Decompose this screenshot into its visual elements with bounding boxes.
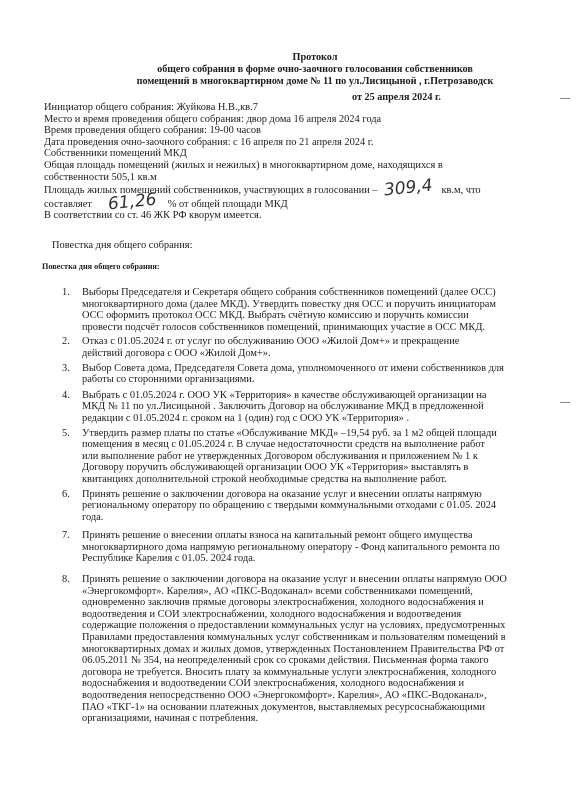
item-line: водоотведения непосредственно ООО «Энергокомфорт». Карелия», АО «ПКС-Водоканал», bbox=[82, 690, 487, 701]
time-line: Время проведения общего собрания: 19-00 часов bbox=[44, 125, 261, 137]
item-number: 2. bbox=[62, 336, 70, 348]
owners-line: Собственники помещений МКД bbox=[44, 148, 187, 160]
agenda-item bbox=[62, 336, 550, 359]
agenda-list bbox=[62, 287, 550, 725]
dates-line: Дата проведения очно-заочного собрания: с 16 апреля по 21 апреля 2024 г. bbox=[44, 136, 374, 148]
item-line: Выборы Председателя и Секретаря общего собрания собственников помещений (далее ОСС) bbox=[82, 287, 496, 298]
item-line: действий договора с ООО «Жилой Дом+». bbox=[82, 347, 271, 359]
item-line: Правилами предоставления коммунальных услуг собственникам и пользователям помещений в bbox=[82, 632, 506, 644]
item-number: 6. bbox=[62, 488, 70, 500]
item-line: организациями, начиная с потребления. bbox=[82, 713, 259, 725]
item-line: работы со сторонними организациями. bbox=[82, 374, 255, 386]
item-line: редакции с 01.05.2024 г. сроком на 1 (один) год с ООО УК «Территория» . bbox=[82, 412, 410, 424]
protocol-date: от 25 апреля 2024 г. bbox=[352, 92, 441, 103]
agenda-item bbox=[62, 489, 550, 524]
voting-area-unit: кв.м, что bbox=[441, 185, 481, 197]
item-line: одновременно заключив прямые договоры электроснабжения, холодного водоснабжения и bbox=[82, 597, 484, 609]
item-line: квитанциях дополнительной строкой необходимые средства на выполнение работ. bbox=[82, 473, 447, 485]
item-line: Договору поручить обслуживающей организации ООО УК «Территория» выставлять в bbox=[82, 462, 469, 474]
item-line: договора не требуется. Вносить плату за коммунальные услуги электроснабжения, холодного bbox=[82, 666, 497, 678]
item-number: 7. bbox=[62, 530, 70, 542]
scan-mark bbox=[560, 98, 570, 99]
item-line: водоотведения и СОИ электроснабжении, холодного водоснабжения и водоотведения bbox=[82, 608, 462, 620]
item-line: провести подсчёт голосов собственников помещений, принимающих участие в ОСС МКД. bbox=[82, 321, 486, 333]
item-line: Принять решение о заключении договора на оказание услуг и внесении оплаты напрямую ООО bbox=[82, 574, 507, 586]
item-number: 4. bbox=[62, 389, 70, 401]
total-area-line-1: Общая площадь помещений (жилых и нежилых) в многоквартирном доме, находящихся в bbox=[44, 159, 443, 171]
agenda-item bbox=[62, 287, 550, 333]
item-line: ОСС оформить протокол ОСС МКД. Выбрать счётную комиссию и поручить комиссии bbox=[82, 310, 469, 322]
agenda-item bbox=[62, 574, 550, 725]
percent-text: составляет bbox=[44, 198, 92, 210]
item-line: многоквартирных домах и жилых домов, утвержденных Постановлением Правительства РФ от bbox=[82, 643, 505, 655]
item-number: 3. bbox=[62, 362, 70, 374]
item-line: Выбор Совета дома, Председателя Совета дома, уполномоченного от имени собственников для bbox=[82, 362, 504, 374]
item-line: содержащие положения о предоставлении коммунальных услуг на условиях, предусмотренных bbox=[82, 620, 506, 632]
title-line-3: помещений в многоквартирном доме № 11 по ул.Лисицыной , г.Петрозаводск bbox=[136, 76, 494, 87]
item-line: региональному оператору по обращению с твердыми коммунальными отходами с 01.05. 2024 bbox=[82, 500, 497, 512]
item-line: ПАО «ТКГ-1» на основании платежных документов, выставляемых ресурсоснабжающими bbox=[82, 701, 485, 713]
agenda-item bbox=[62, 363, 550, 386]
item-line: Республике Карелия с 01.05. 2024 года. bbox=[82, 553, 256, 565]
agenda-item bbox=[62, 530, 550, 565]
item-number: 1. bbox=[62, 287, 70, 298]
handwritten-voting-area: 309,4 bbox=[383, 175, 434, 201]
item-line: Отказ с 01.05.2024 г. от услуг по обслуживанию ООО «Жилой Дом+» и прекращение bbox=[82, 336, 460, 348]
item-line: или выполнение работ не утвержденных Договором обслуживания и приложением № 1 к bbox=[82, 450, 478, 462]
item-line: водоснабжения и водоотведении СОИ электроснабжения, холодного водоснабжения и bbox=[82, 678, 465, 690]
item-line: многоквартирного дома (далее МКД). Утвердить повестку дня ОСС и поручить инициаторам bbox=[82, 298, 496, 310]
item-number: 5. bbox=[62, 427, 70, 439]
item-line: Принять решение о внесении оплаты взноса на капитальный ремонт общего имущества bbox=[82, 530, 473, 542]
item-line: года. bbox=[82, 511, 104, 523]
voting-area-text: Площадь жилых помещений собственников, участвующих в голосовании – bbox=[44, 185, 378, 197]
item-line: помещения в месяц с 01.05.2024 г. В случае недостаточности средств на выполнение работ bbox=[82, 439, 485, 451]
quorum-line: В соответствии со ст. 46 ЖК РФ кворум имеется. bbox=[44, 210, 262, 222]
item-line: 06.05.2011 № 354, на неопределенный срок со сроками действия. Письменная форма такого bbox=[82, 655, 489, 667]
place-line: Место и время проведения общего собрания: двор дома 16 апреля 2024 года bbox=[44, 113, 382, 125]
item-line: Принять решение о заключении договора на оказание услуг и внесении оплаты напрямую bbox=[82, 488, 482, 500]
total-area-line-2: собственности 505,1 кв.м bbox=[44, 171, 157, 183]
percent-unit: % от общей площади МКД bbox=[167, 198, 288, 210]
item-line: «Энергокомфорт». Карелия», АО «ПКС-Водоканал» всеми собственниками помещений, bbox=[82, 585, 473, 597]
item-line: Утвердить размер платы по статье «Обслуживание МКД» –19,54 руб. за 1 м2 общей площади bbox=[82, 427, 497, 439]
item-number: 8. bbox=[62, 574, 70, 586]
handwritten-percent: 61,26 bbox=[107, 189, 158, 215]
title-line-2: общего собрания в форме очно-заочного голосования собственников bbox=[157, 64, 473, 75]
item-line: Выбрать с 01.05.2024 г. ООО УК «Территория» в качестве обслуживающей организации на bbox=[82, 389, 487, 401]
agenda-subheading: Повестка дня общего собрания: bbox=[42, 262, 160, 271]
item-line: МКД № 11 по ул.Лисицыной . Заключить Договор на обслуживание МКД в предложенной bbox=[82, 401, 484, 413]
title-line-1: Протокол bbox=[292, 52, 338, 63]
item-line: многоквартирного дома напрямую региональному оператору - Фонд капитального ремонта по bbox=[82, 541, 500, 553]
agenda-item bbox=[62, 428, 550, 486]
scan-mark bbox=[560, 402, 570, 403]
agenda-item bbox=[62, 390, 550, 425]
agenda-heading: Повестка дня общего собрания: bbox=[52, 240, 193, 251]
initiator-line: Инициатор общего собрания: Жуйкова Н.В.,кв.7 bbox=[44, 102, 258, 113]
document-title bbox=[80, 52, 550, 88]
meeting-info bbox=[44, 102, 549, 222]
